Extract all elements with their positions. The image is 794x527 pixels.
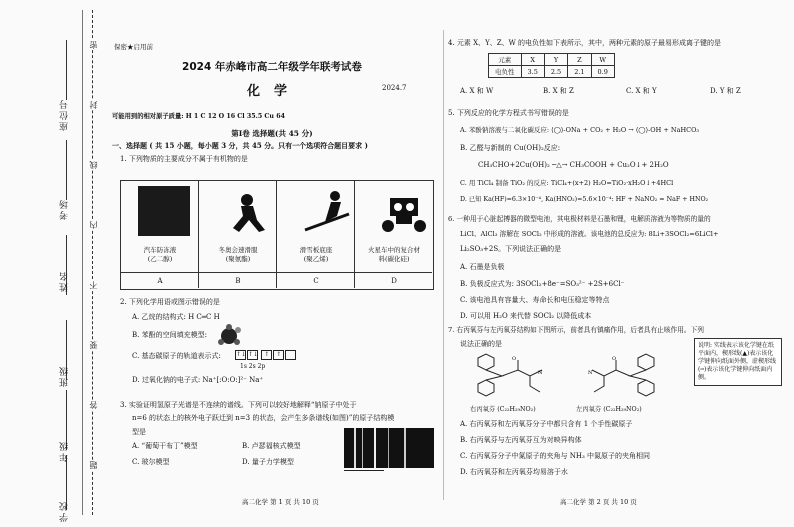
subject-title: 化学 — [247, 84, 302, 99]
svg-text:O: O — [612, 356, 617, 362]
table-header: 元素 — [489, 54, 522, 66]
confidential-mark: 保密★启用前 — [114, 43, 153, 51]
q7-option-c[interactable]: C. 右丙氧芬分子中氮原子的夹角与 NH₃ 中氮原子的夹角相同 — [460, 452, 651, 460]
q5-option-a[interactable]: A. 苯酚钠溶液与二氧化碳反应: ⟨◯⟩-ONa + CO₂ + H₂O → ⟨◯⟩-OH + NaHCO₃ — [460, 126, 700, 134]
question-1-stem: 1. 下列物质的主要成分不属于有机物的是 — [120, 155, 248, 163]
q3-option-b[interactable]: B. 卢瑟福核式模型 — [242, 442, 301, 450]
q2-option-a[interactable]: A. 乙烷的结构式: H C═C H — [132, 313, 220, 321]
q6-option-a[interactable]: A. 石墨是负极 — [460, 263, 505, 271]
phenol-model-image — [216, 324, 242, 350]
section-instruction: 一、选择题 ( 共 15 小题，每小题 3 分，共 45 分。只有一个选项符合题目要求 ) — [112, 141, 368, 150]
q1-table-rule — [276, 180, 277, 288]
question-7-stem-2: 说法正确的是 — [460, 340, 502, 348]
question-3-stem-3: 型是 — [132, 428, 146, 436]
section-heading: 第Ⅰ卷 选择题(共 45 分) — [231, 129, 313, 138]
atomic-masses: 可能用到的相对原子质量: H 1 C 12 O 16 Cl 35.5 Cu 64 — [112, 113, 285, 120]
question-3-stem-2: n=6 的状态上的核外电子跃迁到 n=3 的状态，会产生多条谱线(如图)”的原子结构模 — [132, 414, 395, 422]
q4-option-c[interactable]: C. X 和 Y — [626, 87, 657, 95]
fill-line — [66, 40, 67, 100]
class-label: 班级 — [60, 365, 70, 387]
q6-option-c[interactable]: C. 该电池具有容量大、寿命长和电压稳定等特点 — [460, 296, 610, 304]
question-2-stem: 2. 下列化学用语或图示错误的是 — [120, 298, 220, 306]
table-header: X — [521, 54, 544, 66]
seal-word: 要 — [89, 341, 98, 349]
q5-option-d[interactable]: D. 已知 Ka(HF)=6.3×10⁻⁴, Ka(HNO₂)=5.6×10⁻⁴: HF + NaNO₂ = NaF + HNO₂ — [460, 196, 709, 203]
q1-caption-a: 汽车防冻液 (乙二醇) — [143, 246, 177, 263]
q4-option-b[interactable]: B. X 和 Z — [543, 87, 574, 95]
right-column — [448, 0, 786, 527]
svg-text:N: N — [538, 370, 543, 376]
molecule-right-label: 右丙氧芬 (C₂₂H₂₉NO₂) — [470, 406, 536, 413]
binding-strip — [0, 0, 110, 527]
table-cell: 3.5 — [521, 66, 544, 78]
page-footer-right: 高二化学 第 2 页 共 10 页 — [560, 498, 637, 506]
q6-option-d[interactable]: D. 可以用 H₂O 来代替 SOCl₂ 以降低成本 — [460, 312, 592, 320]
q1-letter-c[interactable]: C — [313, 277, 319, 285]
exam-room-label: 考场 — [60, 198, 70, 220]
q4-option-a[interactable]: A. X 和 W — [460, 87, 494, 95]
seal-word: 内 — [89, 221, 98, 229]
orbital-diagram: ↑↓ ↑↓ ↑ ↑ — [235, 350, 297, 360]
question-7-stem: 7. 右丙氧芬与左丙氧芬结构如下图所示，前者具有镇痛作用，后者具有止咳作用。下列 — [448, 326, 704, 334]
q6-option-b[interactable]: B. 负极反应式为: 3SOCl₂+8e⁻=SO₃²⁻ +2S+6Cl⁻ — [460, 280, 625, 288]
molecule-left-label: 左丙氧芬 (C₂₂H₂₉NO₂) — [576, 406, 642, 413]
seal-word: 答 — [89, 401, 98, 409]
table-cell: 2.5 — [544, 66, 567, 78]
name-label: 姓名 — [60, 270, 70, 292]
question-3-stem: 3. 实验证明氢原子光谱是不连续的谱线。下列可以较好地解释“钠原子中处于 — [120, 401, 357, 409]
q2-option-b[interactable]: B. 苯酚的空间填充模型: — [132, 331, 207, 339]
page-footer-left: 高二化学 第 1 页 共 10 页 — [242, 498, 319, 506]
electronegativity-table — [488, 53, 615, 78]
question-6-stem: 6. 一种用于心脏起搏器的微型电池，其电极材料是石墨和锂，电解质溶液为等物质的量的 — [448, 215, 711, 223]
q4-option-d[interactable]: D. Y 和 Z — [710, 87, 741, 95]
q3-option-d[interactable]: D. 量子力学模型 — [242, 458, 294, 466]
q1-caption-c: 滑雪板底座 (聚乙烯) — [299, 246, 333, 263]
spectrum-image — [344, 428, 434, 468]
exam-date: 2024.7 — [382, 84, 407, 92]
seal-word: 封 — [89, 101, 98, 109]
table-header: Z — [568, 54, 591, 66]
table-cell: 2.1 — [568, 66, 591, 78]
seal-word: 题 — [89, 461, 98, 469]
orbital-labels: 1s 2s 2p — [240, 363, 266, 370]
q1-table-rule — [198, 180, 199, 288]
table-header: Y — [544, 54, 567, 66]
q1-table — [120, 180, 434, 290]
q1-table-rule — [354, 180, 355, 288]
energy-levels — [344, 470, 384, 481]
q2-option-d[interactable]: D. 过氧化钠的电子式: Na⁺[:O:O:]²⁻ Na⁺ — [132, 376, 264, 384]
q1-letter-b[interactable]: B — [235, 277, 241, 285]
column-divider — [443, 30, 444, 500]
seal-solid-line — [82, 10, 83, 515]
q7-option-b[interactable]: B. 右丙氧芬与左丙氧芬互为对映异构体 — [460, 436, 582, 444]
svg-text:O: O — [512, 356, 517, 362]
q7-option-a[interactable]: A. 右丙氧芬和左丙氧芬分子中都只含有 1 个手性碳原子 — [460, 420, 633, 428]
seal-dashed-line — [92, 10, 93, 515]
molecule-right-structure — [468, 352, 558, 404]
q5-option-c[interactable]: C. 用 TiCl₄ 制备 TiO₂ 的反应: TiCl₄+(x+2) H₂O=TiO₂·xH₂O↓+4HCl — [460, 179, 674, 187]
seal-word: 密 — [89, 41, 98, 49]
question-4-stem: 4. 元素 X、Y、Z、W 的电负性如下表所示，其中，两种元素的原子最易形成离子键的是 — [448, 39, 722, 47]
left-column — [112, 0, 440, 527]
q3-option-a[interactable]: A. “葡萄干布丁”模型 — [132, 442, 198, 450]
q5-option-b-equation: CH₃CHO+2Cu(OH)₂ ─△→ CH₃COOH + Cu₂O↓+ 2H₂O — [478, 161, 669, 169]
seat-number-label: 座位号 — [60, 98, 70, 131]
table-header: W — [591, 54, 614, 66]
q1-letter-a[interactable]: A — [157, 277, 163, 285]
grade-label: 年级 — [60, 440, 70, 462]
svg-text:N: N — [588, 370, 593, 376]
question-6-stem-3: Li₂SO₃+2S。下列说法正确的是 — [460, 245, 562, 253]
seal-word: 线 — [89, 161, 98, 169]
q1-caption-b: 冬奥会速滑服 (聚氨酯) — [218, 246, 258, 263]
molecule-left-structure — [578, 352, 668, 404]
q5-option-b[interactable]: B. 乙醛与新制的 Cu(OH)₂反应: — [460, 144, 561, 152]
seal-word: 不 — [89, 281, 98, 289]
question-6-stem-2: LiCl、AlCl₃ 溶解在 SOCl₂ 中形成的溶液。该电池的总反应为: 8Li+3SOCl₂=6LiCl+ — [460, 230, 719, 238]
q1-caption-d: 火星车中的复合材 料(碳化硅) — [368, 246, 420, 263]
wedge-bond-note: 说明: 实线表示该化学键在纸平面内，楔形线(▲)表示该化学键伸向纸面外侧，虚楔形线(┅)表示该化学键伸向纸面内侧。 — [694, 338, 782, 386]
table-cell: 电负性 — [489, 66, 522, 78]
fill-line — [66, 140, 67, 200]
q1-letter-d[interactable]: D — [391, 277, 397, 285]
q2-option-c[interactable]: C. 基态碳原子的轨道表示式: — [132, 352, 221, 360]
exam-title: 2024 年赤峰市高二年级学年联考试卷 — [182, 61, 362, 73]
question-5-stem: 5. 下列反应的化学方程式书写错误的是 — [448, 109, 569, 117]
table-cell: 0.9 — [591, 66, 614, 78]
q3-option-c[interactable]: C. 玻尔模型 — [132, 458, 170, 466]
school-label: 学校 — [60, 500, 70, 522]
q7-option-d[interactable]: D. 右丙氧芬和左丙氧芬均易溶于水 — [460, 468, 568, 476]
